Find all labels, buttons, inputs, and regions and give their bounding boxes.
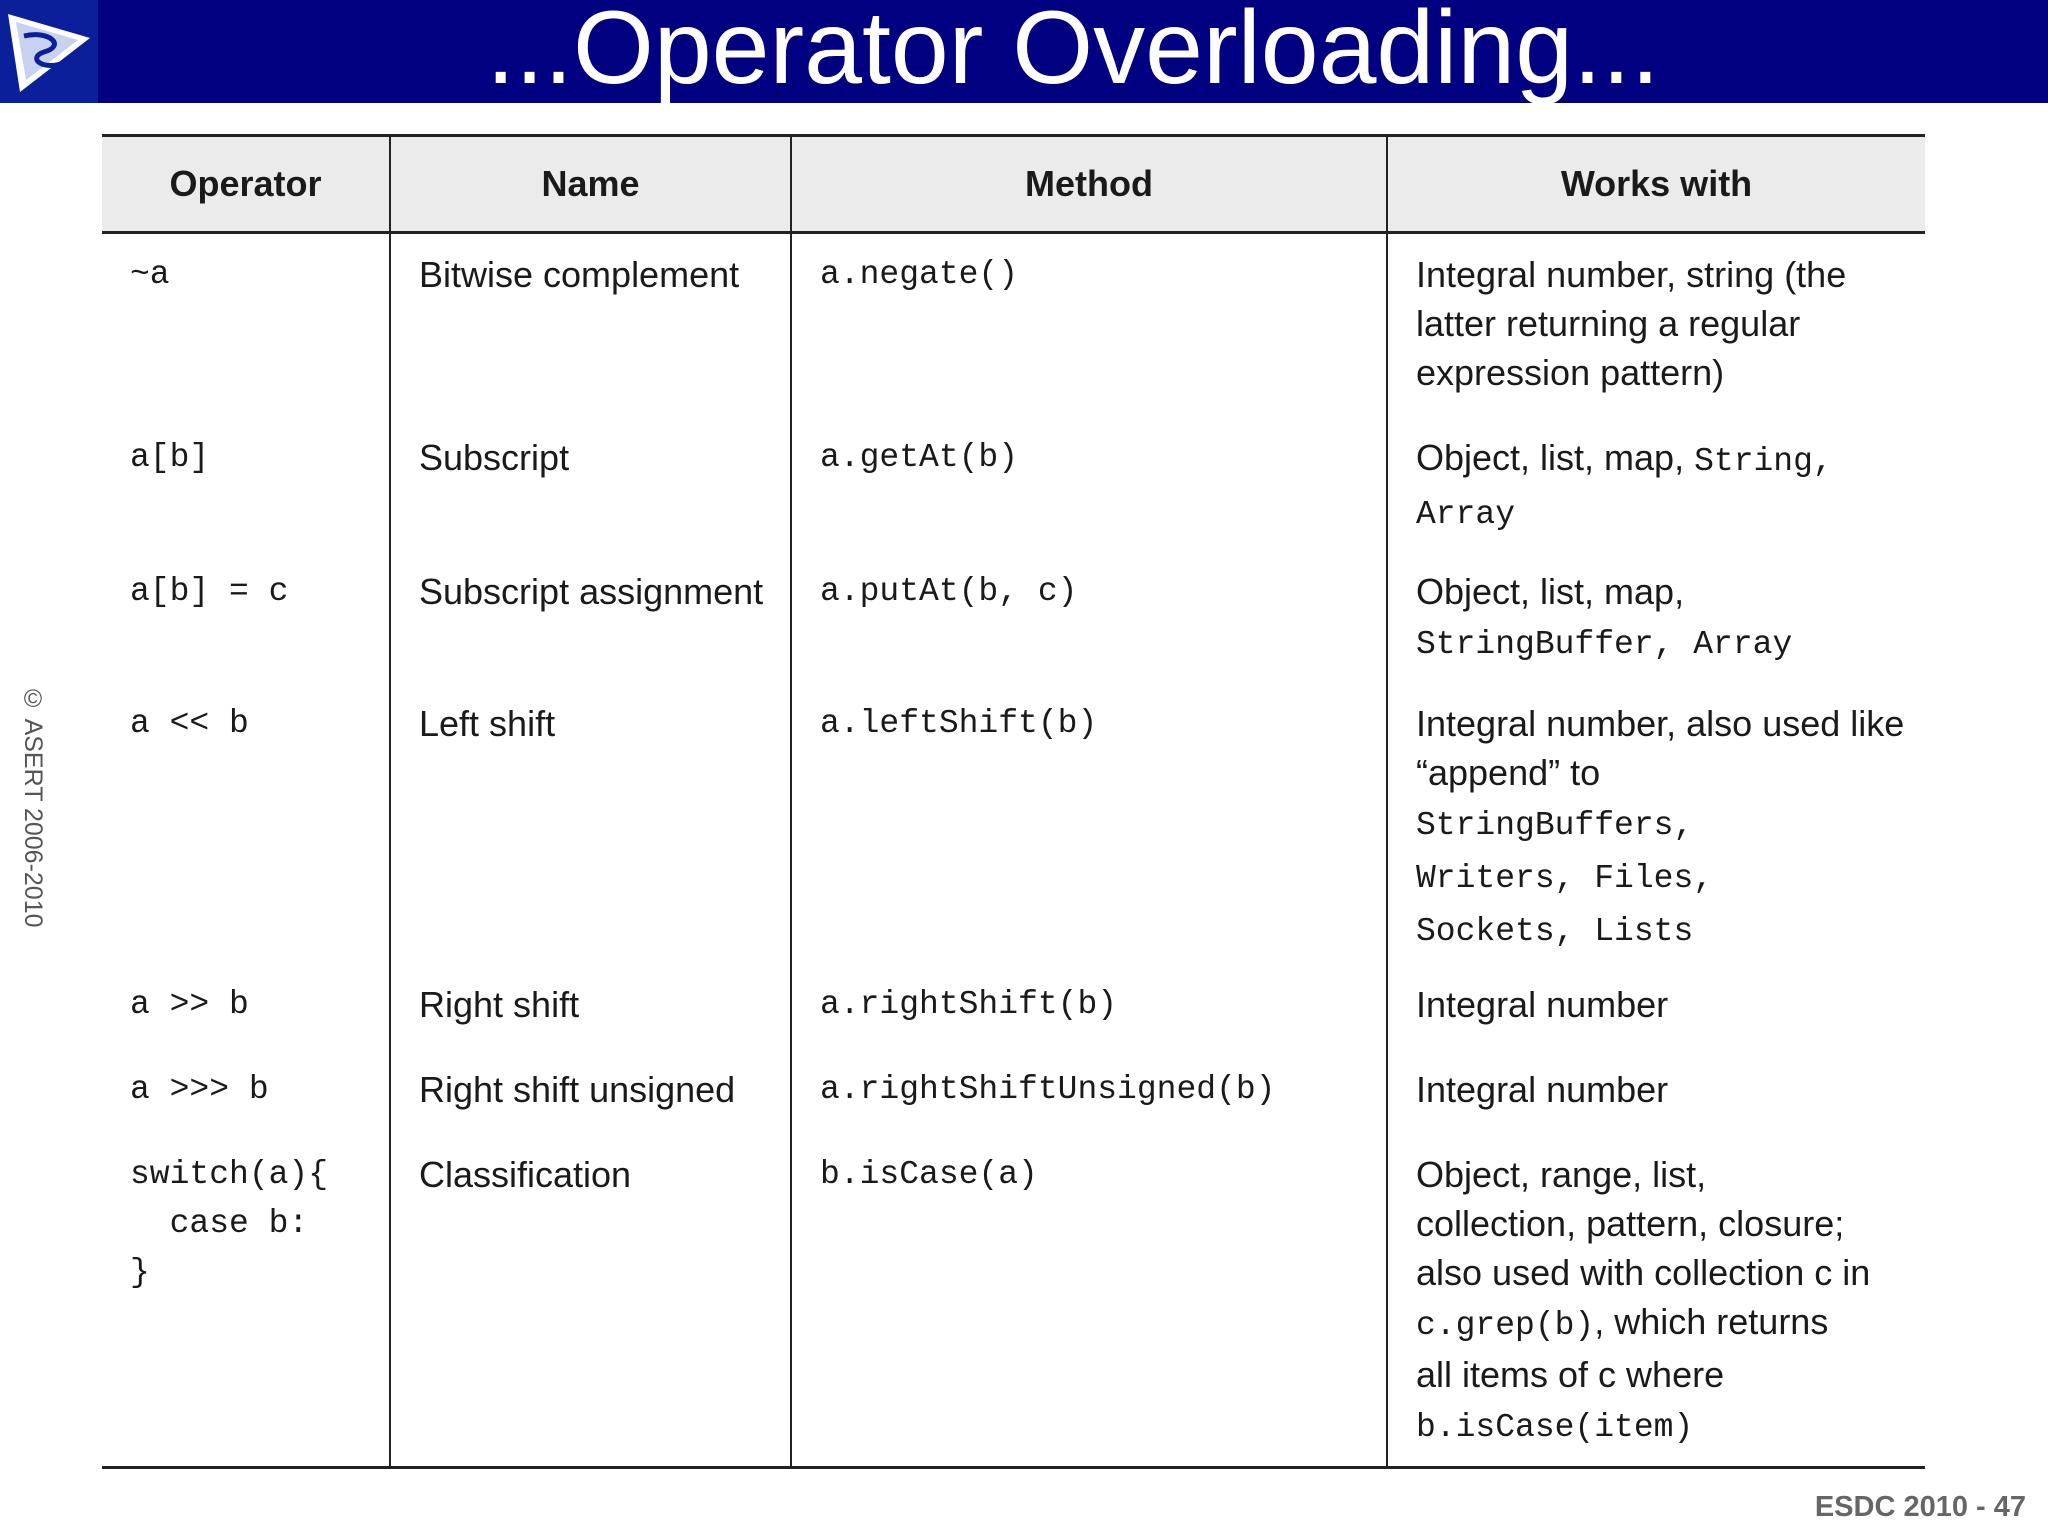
page-title: ...Operator Overloading... [486, 0, 1660, 106]
cell-operator: a[b] = c [130, 572, 289, 610]
table-header-row [102, 136, 1925, 233]
works-with-line: Integral number [1416, 1068, 1669, 1110]
col-header-name: Name [390, 136, 791, 233]
table-row [102, 968, 1925, 1053]
works-with-code: String, [1694, 442, 1833, 480]
table-row [102, 1053, 1925, 1138]
works-with-code: b.isCase(item) [1416, 1408, 1694, 1446]
cell-method: a.leftShift(b) [791, 687, 1387, 968]
works-with-line: Integral number [1416, 983, 1669, 1025]
cell-works-with [1387, 687, 1925, 968]
works-with-line [1416, 797, 1907, 850]
col-header-method: Method [791, 136, 1387, 233]
operator-table [102, 134, 1925, 1469]
table-body [102, 233, 1925, 1468]
works-with-line [1416, 486, 1907, 539]
table-row [102, 419, 1925, 553]
cell-name: Subscript assignment [390, 553, 791, 687]
cell-works-with [1387, 1138, 1925, 1468]
works-with-code: Array [1416, 495, 1516, 533]
works-with-code: StringBuffer, Array [1416, 625, 1793, 663]
works-with-line: latter returning a regular [1416, 303, 1801, 344]
works-with-line: Integral number, string (the [1416, 254, 1847, 295]
works-with-line: Integral number, also used like [1416, 702, 1905, 744]
works-with-line [1416, 903, 1907, 956]
cell-works-with [1387, 968, 1925, 1053]
works-with-code: Sockets, Lists [1416, 912, 1694, 950]
table-row [102, 553, 1925, 687]
cell-operator: a << b [130, 704, 249, 742]
works-with-line: Object, list, map, [1416, 570, 1685, 612]
cell-operator: a[b] [130, 438, 210, 476]
works-with-line: Object, range, list, [1416, 1153, 1707, 1195]
cell-method: b.isCase(a) [791, 1138, 1387, 1468]
works-with-line: also used with collection c in [1416, 1251, 1871, 1293]
table-row [102, 1138, 1925, 1468]
cell-name: Right shift [390, 968, 791, 1053]
table-row [102, 233, 1925, 419]
cell-operator: a >>> b [130, 1070, 269, 1108]
cell-works-with [1387, 553, 1925, 687]
works-with-line [1694, 437, 1833, 478]
cell-name: Right shift unsigned [390, 1053, 791, 1138]
cell-method: a.getAt(b) [791, 419, 1387, 553]
cell-works-with [1387, 1053, 1925, 1138]
works-with-line: expression pattern) [1416, 352, 1725, 393]
asert-logo-icon [0, 0, 98, 103]
cell-name: Bitwise complement [390, 233, 791, 419]
cell-operator: switch(a){ case b: } [102, 1138, 390, 1468]
works-with-code: StringBuffers, [1416, 806, 1694, 844]
works-with-line [1416, 850, 1907, 903]
works-with-line: all items of c where [1416, 1353, 1725, 1395]
works-with-line: Object, list, map, [1416, 436, 1695, 478]
works-with-line [1416, 616, 1907, 669]
title-bar [0, 0, 2048, 106]
works-with-line [1416, 1297, 1907, 1350]
works-with-line: collection, pattern, closure; [1416, 1202, 1845, 1244]
col-header-works: Works with [1387, 136, 1925, 233]
logo-graphic [0, 0, 98, 103]
cell-works-with [1387, 233, 1925, 419]
works-with-line [1416, 1399, 1907, 1452]
col-header-operator: Operator [102, 136, 390, 233]
cell-method: a.rightShiftUnsigned(b) [791, 1053, 1387, 1138]
works-with-code: c.grep(b) [1416, 1306, 1595, 1344]
copyright-notice: © ASERT 2006-2010 [19, 685, 47, 928]
cell-name: Left shift [390, 687, 791, 968]
cell-operator: ~a [130, 256, 170, 293]
cell-name: Classification [390, 1138, 791, 1468]
cell-works-with [1387, 419, 1925, 553]
table-row [102, 687, 1925, 968]
cell-name: Subscript [390, 419, 791, 553]
cell-method: a.negate() [791, 233, 1387, 419]
slide-footer: ESDC 2010 - 47 [1814, 1491, 2026, 1523]
cell-method: a.rightShift(b) [791, 968, 1387, 1053]
works-with-text: , which returns [1594, 1300, 1829, 1342]
works-with-line: “append” to [1416, 751, 1601, 793]
cell-operator: a >> b [130, 985, 249, 1023]
works-with-code: Writers, Files, [1416, 859, 1714, 897]
cell-method: a.putAt(b, c) [791, 553, 1387, 687]
